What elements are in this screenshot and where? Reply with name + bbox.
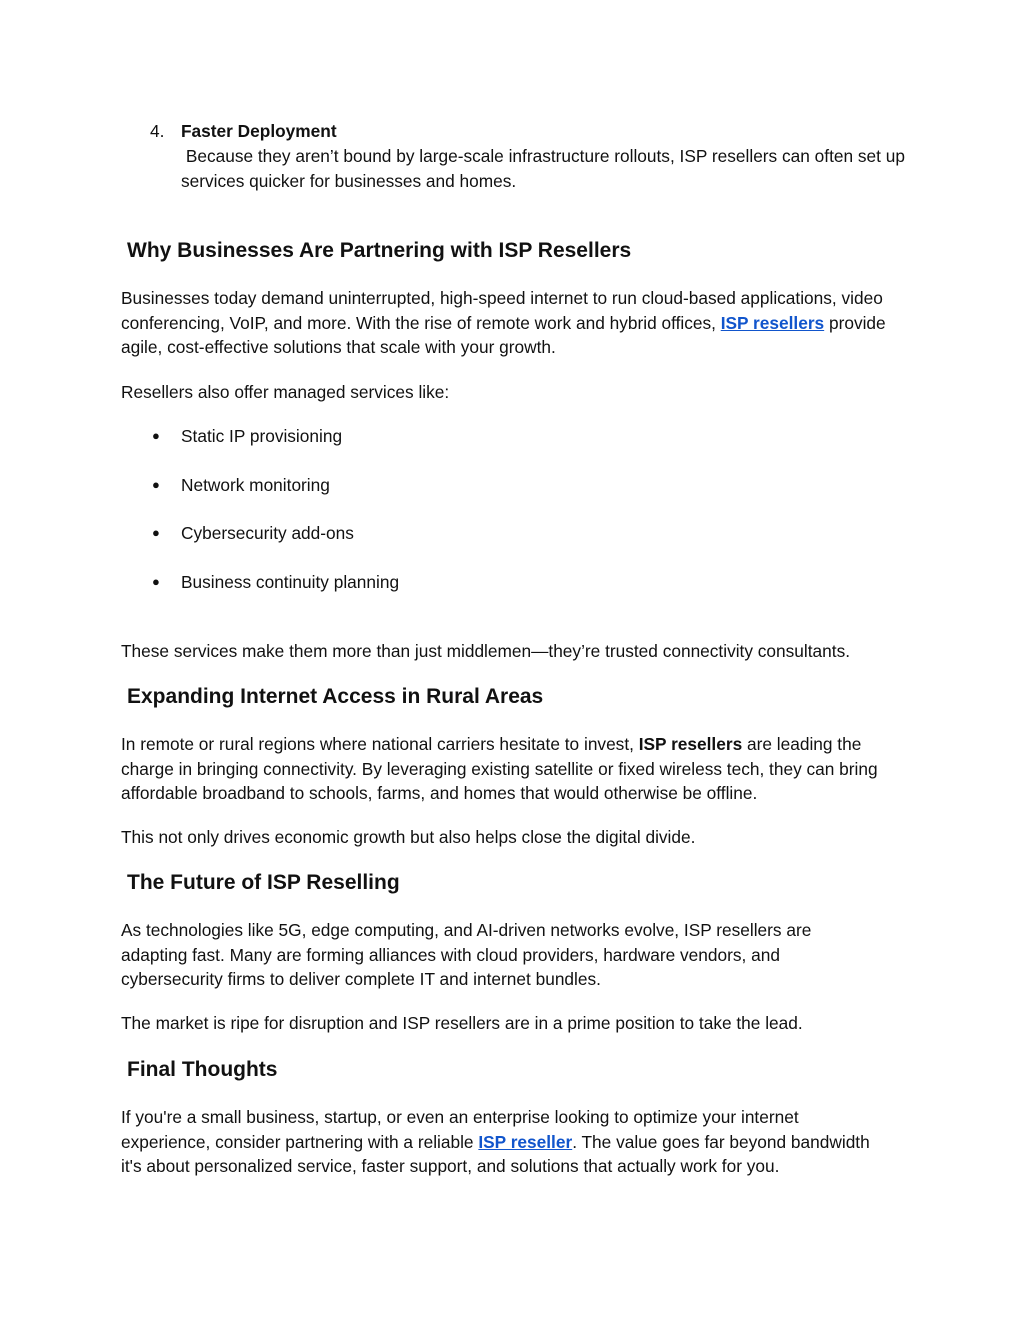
section-heading-rural-access: Expanding Internet Access in Rural Areas [127, 685, 544, 708]
paragraph-rural-access [121, 732, 891, 806]
section-heading-future: The Future of ISP Reselling [127, 871, 400, 894]
paragraph-text: are leading the charge in bringing connectivity. By leveraging existing satellite or fixed wireless tech, they can bring affordable broadband to schools, farms, and homes that would otherwise be offline. [121, 734, 878, 803]
isp-reseller-link[interactable]: ISP reseller [478, 1131, 573, 1152]
paragraph-text: In remote or rural regions where national carriers hesitate to invest, [121, 734, 639, 754]
paragraph-market: The market is ripe for disruption and ISP resellers are in a prime position to take the lead. [121, 1013, 803, 1033]
list-item-description: Because they aren’t bound by large-scale infrastructure rollouts, ISP resellers can often set up services quicker for businesses and homes. [181, 146, 910, 191]
paragraph-future: As technologies like 5G, edge computing, and AI-driven networks evolve, ISP resellers are adapting fast. Many are forming alliances with cloud providers, hardware vendors, and cybersecurity firms to deliver complete IT and internet bundles. [121, 920, 812, 989]
paragraph-why-businesses [121, 286, 911, 360]
list-item-label: Cybersecurity add-ons [181, 523, 354, 543]
section-heading-final-thoughts: Final Thoughts [127, 1058, 278, 1081]
isp-resellers-link[interactable]: ISP resellers [720, 312, 825, 333]
paragraph-text: provide agile, cost-effective solutions that scale with your growth. [121, 312, 886, 357]
paragraph-final-thoughts [121, 1105, 886, 1179]
paragraph-text: . The value goes far beyond bandwidth it's about personalized service, faster support, and solutions that actually work for you. [121, 1131, 870, 1176]
section-heading-why-businesses: Why Businesses Are Partnering with ISP Resellers [127, 239, 632, 262]
list-number: 4. [150, 121, 165, 141]
bullet-icon: ● [152, 525, 160, 540]
list-item-label: Business continuity planning [181, 572, 400, 592]
list-item-title: Faster Deployment [181, 121, 337, 141]
bold-text: ISP resellers [638, 734, 743, 754]
bullet-icon: ● [152, 477, 160, 492]
paragraph-digital-divide: This not only drives economic growth but also helps close the digital divide. [121, 827, 696, 847]
paragraph-middlemen: These services make them more than just middlemen—they’re trusted connectivity consultants. [121, 641, 851, 661]
paragraph-managed-services-intro: Resellers also offer managed services like: [121, 382, 450, 402]
paragraph-text: If you're a small business, startup, or even an enterprise looking to optimize your internet experience, consider partnering with a reliable [121, 1107, 799, 1152]
list-item-label: Network monitoring [181, 475, 330, 495]
bullet-icon: ● [152, 574, 160, 589]
paragraph-text: Businesses today demand uninterrupted, high-speed internet to run cloud-based applications, video conferencing, VoIP, and more. With the rise of remote work and hybrid offices, [121, 288, 883, 333]
list-item-label: Static IP provisioning [181, 426, 343, 446]
bullet-icon: ● [152, 428, 160, 443]
